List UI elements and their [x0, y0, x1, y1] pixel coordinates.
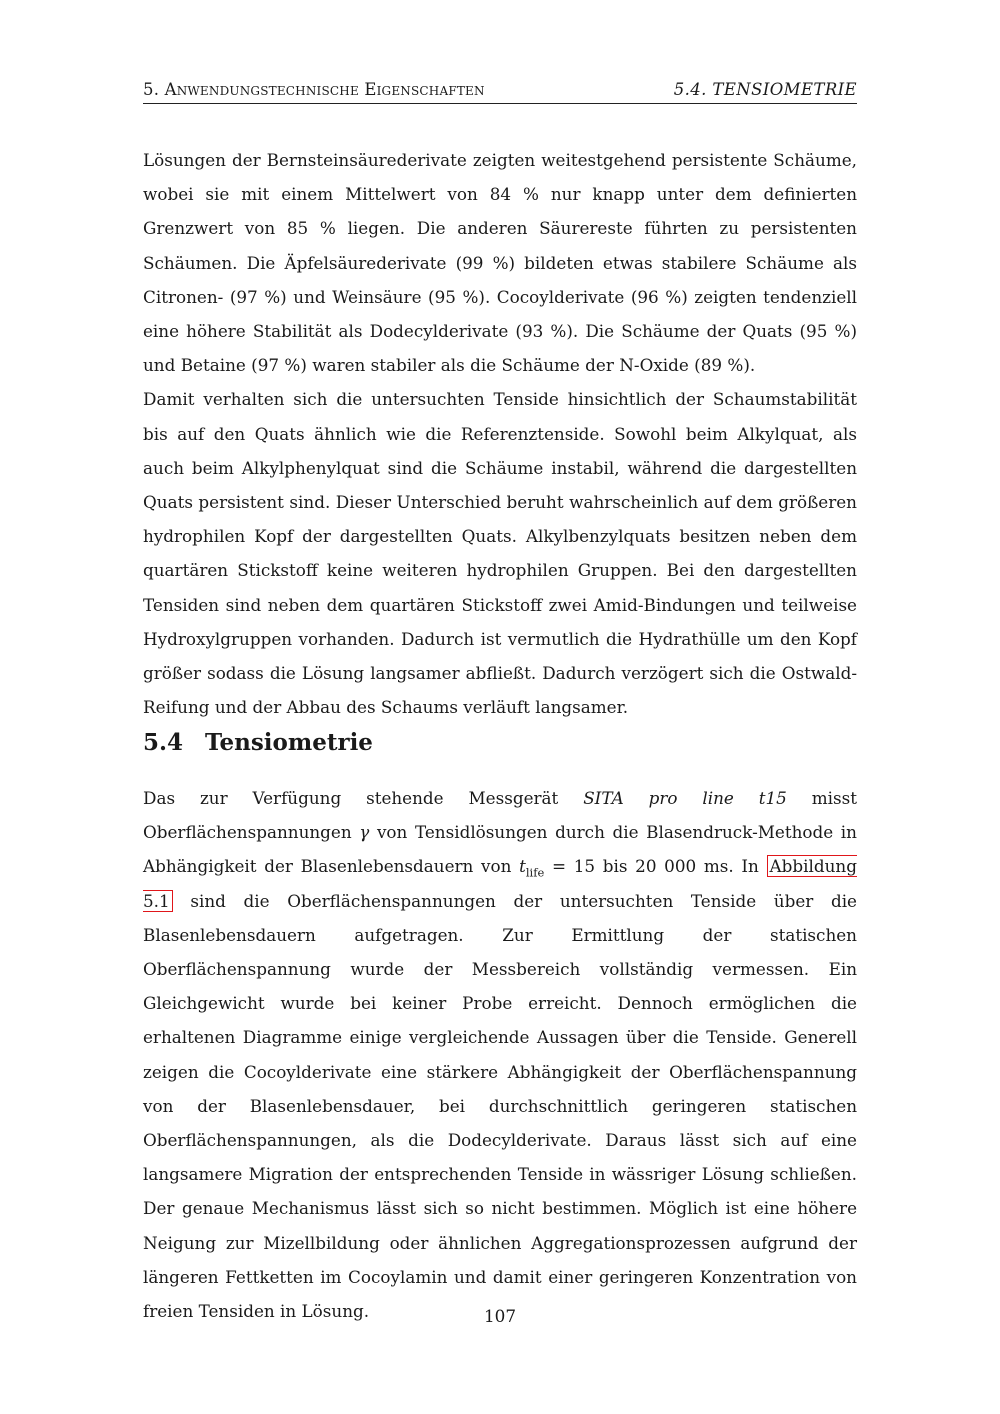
- paragraph-foam-stability: Lösungen der Bernsteinsäurederivate zeigten weitestgehend persistente Schäume, wobei sie mit einem Mittelwert von 84 % nur knapp unter dem definierten Grenzwert von 85 % liegen. Die anderen Säurereste führten zu persistenten Schäumen. Die Äpfelsäurederivate (99 %) bildeten etwas stabilere Schäume als Citronen- (97 %) und Weinsäure (95 %). Cocoylderivate (96 %) zeigten tendenziell eine höhere Stabilität als Dodecylderivate (93 %). Die Schäume der Quats (95 %) und Betaine (97 %) waren stabiler als die Schäume der N-Oxide (89 %).: [143, 150, 857, 376]
- figure-reference-link[interactable]: Abbildung 5.1: [143, 856, 857, 911]
- page-number: 107: [483, 1306, 517, 1326]
- gamma-symbol: γ: [359, 822, 370, 843]
- section-title: Tensiometrie: [205, 729, 373, 756]
- section-heading: [143, 726, 857, 760]
- t-life-subscript: life: [525, 865, 545, 880]
- paragraph-tensiometry: Das zur Verfügung stehende Messgerät SITA pro line t15 misst Oberflächenspannungen γ von Tensidlösungen durch die Blasendruck-Methode in Abhängigkeit der Blasenlebensdauern von $t_{life} = 15$ bis 20 000 ms. In Abbildung 5.1 sind die Oberflächenspannungen der untersuchten Tenside über die Blasenlebensdauern aufgetragen. Zur Ermittlung der statischen Oberflächenspannung wurde der Messbereich vollständig vermessen. Ein Gleichgewicht wurde bei keiner Probe erreicht. Dennoch ermöglichen die erhaltenen Diagramme einige vergleichende Aussagen über die Tenside. Generell zeigen die Cocoylderivate eine stärkere Abhängigkeit der Oberflächenspannung von der Blasenlebensdauer, bei durchschnittlich geringeren statischen Oberflächenspannungen, als die Dodecylderivate. Daraus lässt sich auf eine langsamere Migration der entsprechenden Tenside in wässriger Lösung schließen. Der genaue Mechanismus lässt sich so nicht bestimmen. Möglich ist eine höhere Neigung zur Mizellbildung oder ähnlichen Aggregationsprozessen aufgrund der längeren Fettketten im Cocoylamin und damit einer geringeren Konzentration von freien Tensiden in Lösung.: [143, 788, 857, 1322]
- section-number: 5.4: [143, 729, 184, 756]
- tensiometry-text-block: [143, 781, 857, 1328]
- running-header: [143, 80, 857, 104]
- device-name: SITA pro line t15: [583, 788, 787, 808]
- header-section-title: 5.4. TENSIOMETRIE: [673, 80, 857, 99]
- t-life-symbol: t: [519, 856, 526, 877]
- intro-text-block: [143, 143, 857, 724]
- paragraph-quats-comparison: Damit verhalten sich die untersuchten Tenside hinsichtlich der Schaumstabilität bis auf den Quats ähnlich wie die Referenztenside. Sowohl beim Alkylquat, als auch beim Alkylphenylquat sind die Schäume instabil, während die dargestellten Quats persistent sind. Dieser Unterschied beruht wahrscheinlich auf dem größeren hydrophilen Kopf der dargestellten Quats. Alkylbenzylquats besitzen neben dem quartären Stickstoff keine weiteren hydrophilen Gruppen. Bei den dargestellten Tensiden sind neben dem quartären Stickstoff zwei Amid-Bindungen und teilweise Hydroxylgruppen vorhanden. Dadurch ist vermutlich die Hydrathülle um den Kopf größer sodass die Lösung langsamer abfließt. Dadurch verzögert sich die Ostwald-Reifung und der Abbau des Schaums verläuft langsamer.: [143, 389, 857, 718]
- header-chapter-title: 5. Anwendungstechnische Eigenschaften: [143, 80, 485, 99]
